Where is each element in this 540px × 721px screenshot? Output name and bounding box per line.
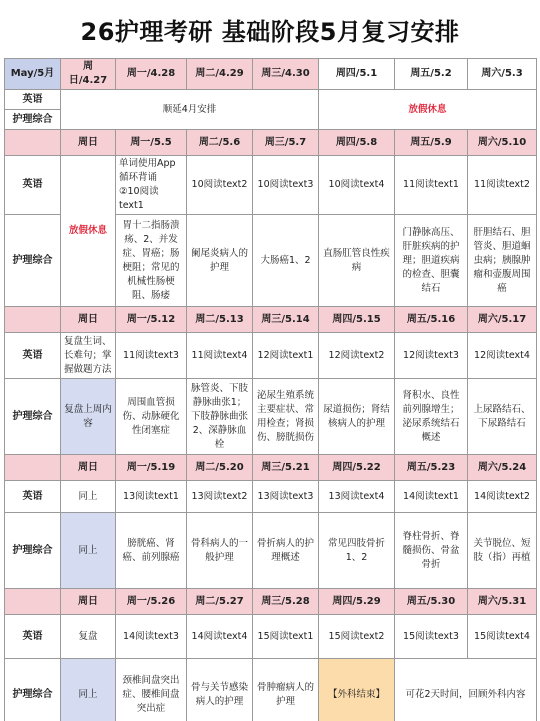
day-header: 周一/5.19 — [116, 455, 187, 481]
week1-header-row — [5, 130, 537, 156]
task-cell: 骨科病人的一般护理 — [187, 513, 253, 589]
continue-april-cell: 顺延4月安排 — [61, 90, 319, 130]
week0-english-row — [5, 90, 537, 110]
task-cell: 11阅读text3 — [116, 333, 187, 379]
day-header: 周三/5.21 — [253, 455, 319, 481]
task-cell: 直肠肛管良性疾病 — [319, 215, 395, 307]
sunday-holiday-cell: 放假休息 — [61, 156, 116, 307]
day-header: 周四/5.1 — [319, 59, 395, 90]
schedule-table — [4, 58, 537, 721]
day-header: 周四/5.22 — [319, 455, 395, 481]
task-cell: 脉管炎、下肢静脉曲张1；下肢静脉曲张2、深静脉血栓 — [187, 379, 253, 455]
day-header: 周二/5.20 — [187, 455, 253, 481]
task-cell: 13阅读text1 — [116, 481, 187, 513]
task-cell: 泌尿生殖系统主要症状、常用检查；肾损伤、膀胱损伤 — [253, 379, 319, 455]
day-header: 周日 — [61, 130, 116, 156]
day-header: 周三/5.28 — [253, 589, 319, 615]
task-cell: 10阅读text3 — [253, 156, 319, 215]
week3-nursing-row — [5, 513, 537, 589]
day-header: 周四/5.8 — [319, 130, 395, 156]
task-cell: 关节脱位、短肢（指）再植 — [468, 513, 537, 589]
task-cell: 12阅读text4 — [468, 333, 537, 379]
day-header: 周日 — [61, 455, 116, 481]
day-header: 周六/5.31 — [468, 589, 537, 615]
day-header: 周二/5.27 — [187, 589, 253, 615]
day-header: 周五/5.2 — [395, 59, 468, 90]
day-header: 周日 — [61, 307, 116, 333]
subject-label-english: 英语 — [5, 615, 61, 659]
week2-header-row — [5, 307, 537, 333]
subject-label-english: 英语 — [5, 481, 61, 513]
task-cell: 13阅读text3 — [253, 481, 319, 513]
day-header: 周五/5.30 — [395, 589, 468, 615]
day-header: 周六/5.10 — [468, 130, 537, 156]
empty-corner-cell — [5, 307, 61, 333]
task-cell: 大肠癌1、2 — [253, 215, 319, 307]
task-cell: 同上 — [61, 659, 116, 721]
subject-label-nursing: 护理综合 — [5, 215, 61, 307]
day-header: 周四/5.15 — [319, 307, 395, 333]
day-header: 周日 — [61, 589, 116, 615]
task-cell: 11阅读text2 — [468, 156, 537, 215]
day-header: 周六/5.3 — [468, 59, 537, 90]
task-cell: 15阅读text3 — [395, 615, 468, 659]
week0-header-row — [5, 59, 537, 90]
day-header: 周二/5.6 — [187, 130, 253, 156]
subject-label-nursing: 护理综合 — [5, 110, 61, 130]
day-header: 周一/5.26 — [116, 589, 187, 615]
task-cell: 肝胆结石、胆管炎、胆道蛔虫病；胰腺肿瘤和壶腹周围癌 — [468, 215, 537, 307]
subject-label-english: 英语 — [5, 333, 61, 379]
week3-english-row — [5, 481, 537, 513]
week2-nursing-row — [5, 379, 537, 455]
review-note-cell: 可花2天时间，回顾外科内容 — [395, 659, 537, 721]
task-cell: 骨折病人的护理概述 — [253, 513, 319, 589]
task-cell: 骨肿瘤病人的护理 — [253, 659, 319, 721]
day-header: 周五/5.9 — [395, 130, 468, 156]
task-cell: 12阅读text1 — [253, 333, 319, 379]
day-header: 周三/4.30 — [253, 59, 319, 90]
subject-label-nursing: 护理综合 — [5, 659, 61, 721]
subject-label-nursing: 护理综合 — [5, 513, 61, 589]
week1-english-row — [5, 156, 537, 215]
day-header: 周三/5.14 — [253, 307, 319, 333]
surgery-end-cell: 【外科结束】 — [319, 659, 395, 721]
week3-header-row — [5, 455, 537, 481]
task-cell: 14阅读text3 — [116, 615, 187, 659]
day-header: 周日/4.27 — [61, 59, 116, 90]
day-header: 周一/5.5 — [116, 130, 187, 156]
day-header: 周五/5.16 — [395, 307, 468, 333]
task-cell: 肾积水、良性前列腺增生；泌尿系统结石概述 — [395, 379, 468, 455]
subject-label-nursing: 护理综合 — [5, 379, 61, 455]
task-cell: 周围血管损伤、动脉硬化性闭塞症 — [116, 379, 187, 455]
day-header: 周四/5.29 — [319, 589, 395, 615]
empty-corner-cell — [5, 589, 61, 615]
day-header: 周一/4.28 — [116, 59, 187, 90]
task-cell: 10阅读text2 — [187, 156, 253, 215]
task-cell: 15阅读text2 — [319, 615, 395, 659]
week4-english-row — [5, 615, 537, 659]
day-header: 周六/5.24 — [468, 455, 537, 481]
day-header: 周一/5.12 — [116, 307, 187, 333]
task-cell: 脊柱骨折、脊髓损伤、骨盆骨折 — [395, 513, 468, 589]
task-cell: 13阅读text2 — [187, 481, 253, 513]
task-cell: 尿道损伤；肾结核病人的护理 — [319, 379, 395, 455]
day-header: 周二/4.29 — [187, 59, 253, 90]
task-cell: 14阅读text1 — [395, 481, 468, 513]
day-header: 周六/5.17 — [468, 307, 537, 333]
task-cell: 复盘上周内容 — [61, 379, 116, 455]
task-cell: 膀胱癌、肾癌、前列腺癌 — [116, 513, 187, 589]
task-cell: 复盘 — [61, 615, 116, 659]
task-cell: 胃十二指肠溃疡、2、并发症、胃癌；肠梗阻；常见的机械性肠梗阻、肠痿 — [116, 215, 187, 307]
task-cell: 门静脉高压、肝脏疾病的护理；胆道疾病的检查、胆囊结石 — [395, 215, 468, 307]
task-cell: 12阅读text3 — [395, 333, 468, 379]
empty-corner-cell — [5, 455, 61, 481]
task-cell: 10阅读text4 — [319, 156, 395, 215]
task-cell: 15阅读text1 — [253, 615, 319, 659]
task-cell: 11阅读text1 — [395, 156, 468, 215]
task-cell: 同上 — [61, 513, 116, 589]
week4-nursing-row — [5, 659, 537, 721]
page-title: 26护理考研 基础阶段5月复习安排 — [80, 17, 460, 46]
task-cell: 12阅读text2 — [319, 333, 395, 379]
month-corner-cell: May/5月 — [5, 59, 61, 90]
task-cell: 同上 — [61, 481, 116, 513]
task-cell: 14阅读text4 — [187, 615, 253, 659]
task-cell: 常见四肢骨折1、2 — [319, 513, 395, 589]
day-header: 周二/5.13 — [187, 307, 253, 333]
empty-corner-cell — [5, 130, 61, 156]
week2-english-row — [5, 333, 537, 379]
task-cell: 15阅读text4 — [468, 615, 537, 659]
task-cell: 14阅读text2 — [468, 481, 537, 513]
day-header: 周三/5.7 — [253, 130, 319, 156]
day-header: 周五/5.23 — [395, 455, 468, 481]
task-cell: 13阅读text4 — [319, 481, 395, 513]
task-cell: 11阅读text4 — [187, 333, 253, 379]
task-cell: 骨与关节感染病人的护理 — [187, 659, 253, 721]
subject-label-english: 英语 — [5, 90, 61, 110]
week4-header-row — [5, 589, 537, 615]
task-cell: 复盘生词、长难句；掌握做题方法 — [61, 333, 116, 379]
task-cell: 单词使用App循环背诵 ②10阅读text1 — [116, 156, 187, 215]
task-cell: 颈椎间盘突出症、腰椎间盘突出症 — [116, 659, 187, 721]
holiday-cell: 放假休息 — [319, 90, 537, 130]
subject-label-english: 英语 — [5, 156, 61, 215]
task-cell: 阑尾炎病人的护理 — [187, 215, 253, 307]
task-cell: 上尿路结石、下尿路结石 — [468, 379, 537, 455]
